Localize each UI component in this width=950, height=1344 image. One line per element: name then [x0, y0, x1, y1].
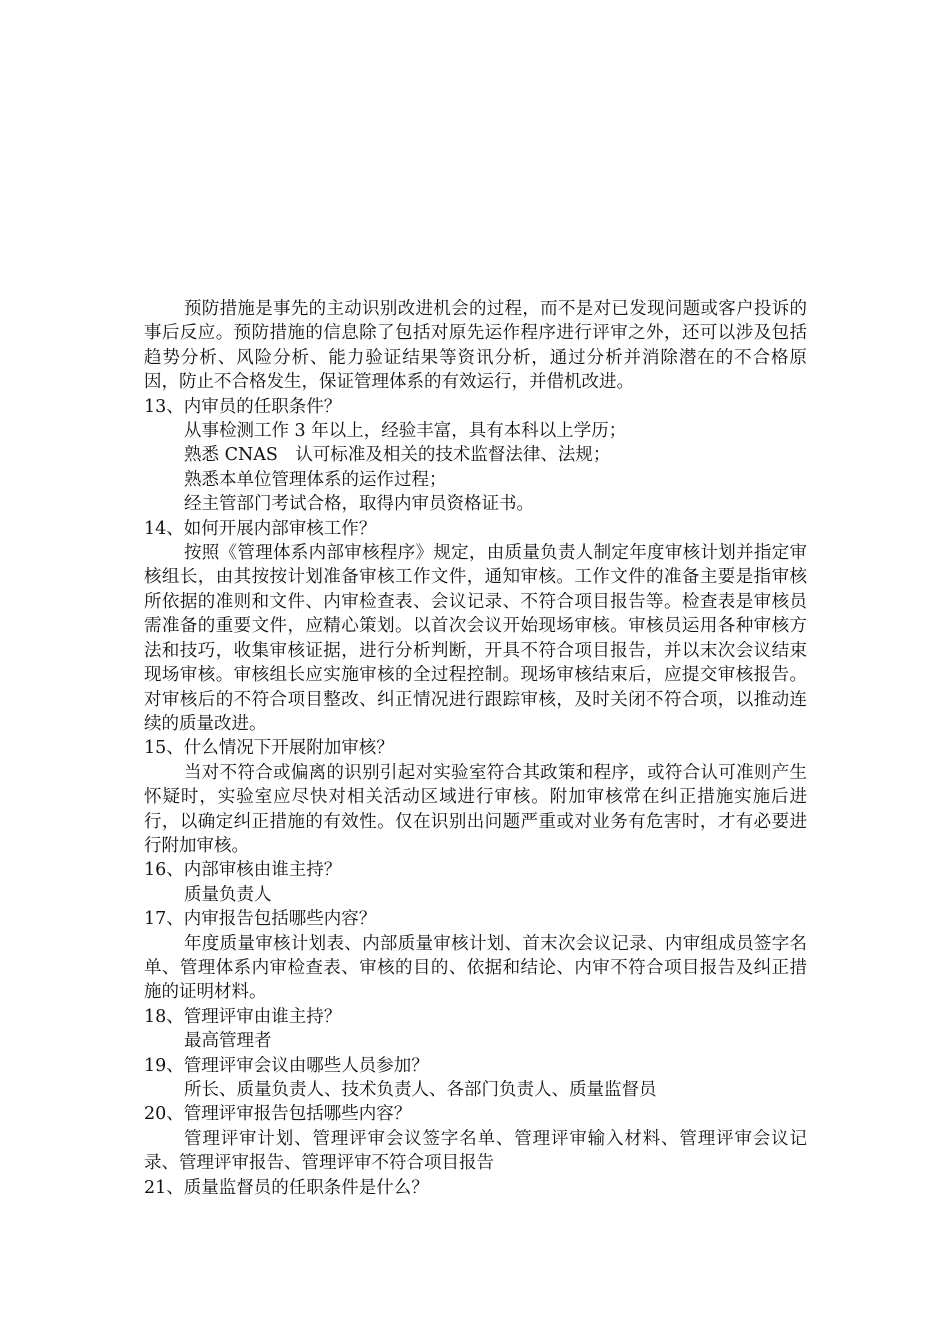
answer-13-line-1: 从事检测工作 3 年以上，经验丰富，具有本科以上学历； [184, 421, 627, 442]
answer-13-line-3: 熟悉本单位管理体系的运作过程； [184, 469, 447, 490]
question-20: 20、管理评审报告包括哪些内容？ [144, 1104, 412, 1125]
answer-20: 管理评审计划、管理评审会议签字名单、管理评审输入材料、管理评审会议记录、管理评审报告、管理评审不符合项目报告 [144, 1128, 807, 1174]
question-19: 19、管理评审会议由哪些人员参加？ [144, 1055, 429, 1076]
answer-19: 所长、质量负责人、技术负责人、各部门负责人、质量监督员 [184, 1080, 657, 1100]
question-14: 14、如何开展内部审核工作？ [144, 518, 377, 539]
document-body [144, 297, 807, 1200]
intro-paragraph: 预防措施是事先的主动识别改进机会的过程，而不是对已发现问题或客户投诉的事后反应。预防措施的信息除了包括对原先运作程序进行评审之外，还可以涉及包括趋势分析、风险分析、能力验证结果等资讯分析，通过分析并消除潜在的不合格原因，防止不合格发生，保证管理体系的有效运行，并借机改进。 [144, 299, 807, 393]
answer-13-line-4: 经主管部门考试合格，取得内审员资格证书。 [184, 494, 534, 515]
question-15: 15、什么情况下开展附加审核？ [144, 738, 394, 759]
answer-14: 按照《管理体系内部审核程序》规定，由质量负责人制定年度审核计划并指定审核组长，由其按按计划准备审核工作文件，通知审核。工作文件的准备主要是指审核所依据的准则和文件、内审检查表、会议记录、不符合项目报告等。检查表是审核员需准备的重要文件，应精心策划。以首次会议开始现场审核。审核员运用各种审核方法和技巧，收集审核证据，进行分析判断，开具不符合项目报告，并以末次会议结束现场审核。审核组长应实施审核的全过程控制。现场审核结束后，应提交审核报告。对审核后的不符合项目整改、纠正情况进行跟踪审核，及时关闭不符合项，以推动连续的质量改进。 [144, 543, 807, 734]
question-18: 18、管理评审由谁主持？ [144, 1006, 342, 1027]
answer-18: 最高管理者 [184, 1031, 272, 1052]
question-21: 21、质量监督员的任职条件是什么？ [144, 1177, 429, 1198]
answer-17: 年度质量审核计划表、内部质量审核计划、首末次会议记录、内审组成员签字名单、管理体系内审检查表、审核的目的、依据和结论、内审不符合项目报告及纠正措施的证明材料。 [144, 933, 807, 1003]
answer-13-line-2: 熟悉 CNAS 认可标准及相关的技术监督法律、法规； [184, 445, 611, 466]
answer-16: 质量负责人 [184, 884, 272, 905]
question-17: 17、内审报告包括哪些内容？ [144, 909, 377, 930]
answer-15: 当对不符合或偏离的识别引起对实验室符合其政策和程序，或符合认可准则产生怀疑时，实验室应尽快对相关活动区域进行审核。附加审核常在纠正措施实施后进行，以确定纠正措施的有效性。仅在识别出问题严重或对业务有危害时，才有必要进行附加审核。 [144, 762, 807, 856]
question-16: 16、内部审核由谁主持？ [144, 860, 342, 881]
question-13: 13、内审员的任职条件？ [144, 396, 342, 417]
